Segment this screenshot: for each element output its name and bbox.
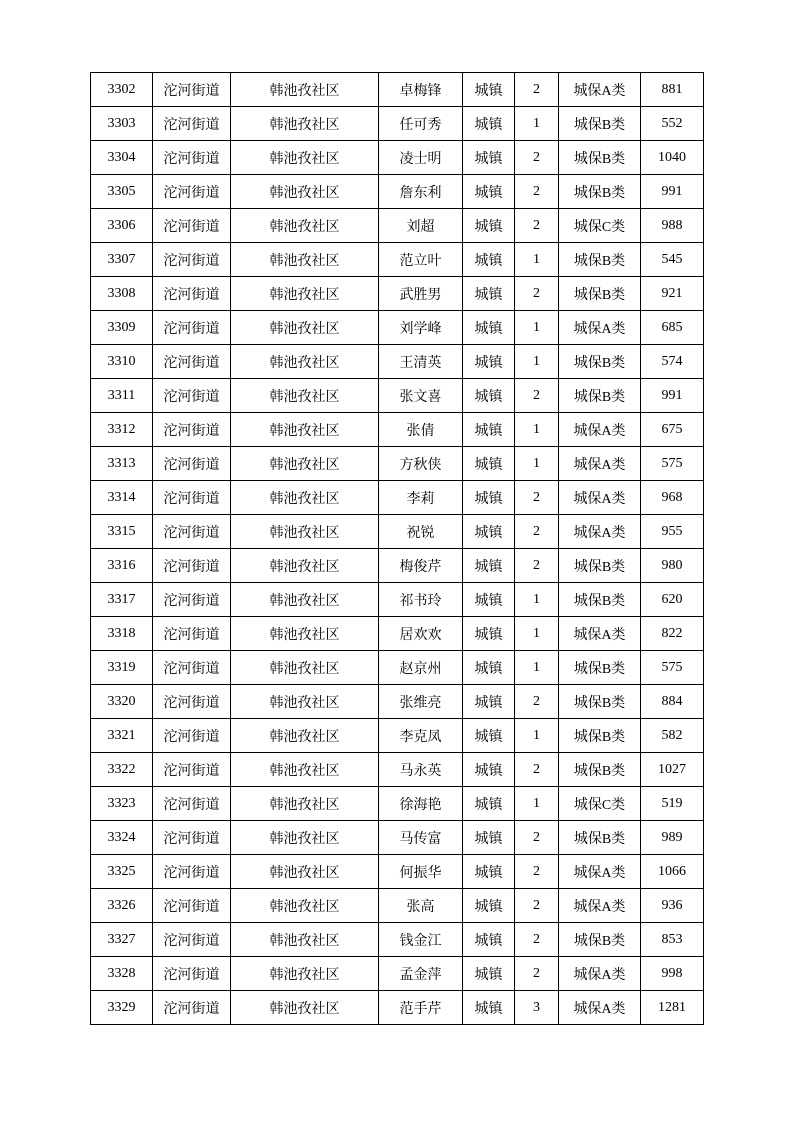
cell-benefit-category: 城保B类 <box>559 345 641 379</box>
table-row <box>91 583 704 617</box>
cell-household-type: 城镇 <box>463 345 515 379</box>
cell-serial: 3326 <box>91 889 153 923</box>
cell-person-count: 3 <box>515 991 559 1025</box>
cell-amount: 881 <box>641 73 704 107</box>
cell-person-count: 2 <box>515 549 559 583</box>
cell-amount: 575 <box>641 447 704 481</box>
beneficiary-table <box>90 72 704 1025</box>
cell-person-name: 范立叶 <box>379 243 463 277</box>
cell-serial: 3319 <box>91 651 153 685</box>
cell-community: 韩池孜社区 <box>231 481 379 515</box>
cell-person-name: 方秋侠 <box>379 447 463 481</box>
cell-benefit-category: 城保A类 <box>559 617 641 651</box>
cell-street: 沱河街道 <box>153 311 231 345</box>
cell-street: 沱河街道 <box>153 991 231 1025</box>
cell-serial: 3305 <box>91 175 153 209</box>
table-row <box>91 209 704 243</box>
cell-amount: 574 <box>641 345 704 379</box>
cell-household-type: 城镇 <box>463 515 515 549</box>
cell-street: 沱河街道 <box>153 583 231 617</box>
cell-household-type: 城镇 <box>463 107 515 141</box>
cell-benefit-category: 城保A类 <box>559 855 641 889</box>
cell-amount: 980 <box>641 549 704 583</box>
cell-benefit-category: 城保A类 <box>559 447 641 481</box>
cell-serial: 3329 <box>91 991 153 1025</box>
cell-benefit-category: 城保B类 <box>559 549 641 583</box>
cell-serial: 3306 <box>91 209 153 243</box>
cell-household-type: 城镇 <box>463 311 515 345</box>
cell-community: 韩池孜社区 <box>231 685 379 719</box>
cell-amount: 989 <box>641 821 704 855</box>
cell-person-count: 2 <box>515 889 559 923</box>
cell-amount: 685 <box>641 311 704 345</box>
cell-benefit-category: 城保B类 <box>559 821 641 855</box>
cell-amount: 1040 <box>641 141 704 175</box>
cell-person-name: 卓梅锋 <box>379 73 463 107</box>
cell-community: 韩池孜社区 <box>231 719 379 753</box>
cell-amount: 822 <box>641 617 704 651</box>
table-row <box>91 277 704 311</box>
cell-amount: 1066 <box>641 855 704 889</box>
table-row <box>91 481 704 515</box>
cell-amount: 936 <box>641 889 704 923</box>
cell-person-count: 1 <box>515 651 559 685</box>
cell-benefit-category: 城保A类 <box>559 311 641 345</box>
cell-community: 韩池孜社区 <box>231 447 379 481</box>
cell-amount: 991 <box>641 379 704 413</box>
cell-serial: 3323 <box>91 787 153 821</box>
cell-person-name: 张文喜 <box>379 379 463 413</box>
cell-person-count: 2 <box>515 175 559 209</box>
cell-serial: 3307 <box>91 243 153 277</box>
cell-street: 沱河街道 <box>153 923 231 957</box>
cell-community: 韩池孜社区 <box>231 209 379 243</box>
cell-amount: 853 <box>641 923 704 957</box>
cell-street: 沱河街道 <box>153 379 231 413</box>
cell-household-type: 城镇 <box>463 549 515 583</box>
cell-benefit-category: 城保B类 <box>559 685 641 719</box>
cell-benefit-category: 城保A类 <box>559 991 641 1025</box>
cell-household-type: 城镇 <box>463 787 515 821</box>
table-row <box>91 719 704 753</box>
cell-community: 韩池孜社区 <box>231 753 379 787</box>
cell-person-name: 刘学峰 <box>379 311 463 345</box>
cell-person-count: 1 <box>515 107 559 141</box>
cell-serial: 3310 <box>91 345 153 379</box>
cell-community: 韩池孜社区 <box>231 175 379 209</box>
cell-person-name: 凌士明 <box>379 141 463 175</box>
cell-benefit-category: 城保A类 <box>559 515 641 549</box>
cell-person-count: 2 <box>515 685 559 719</box>
cell-amount: 575 <box>641 651 704 685</box>
table-row <box>91 549 704 583</box>
cell-street: 沱河街道 <box>153 413 231 447</box>
cell-street: 沱河街道 <box>153 481 231 515</box>
cell-person-name: 李克凤 <box>379 719 463 753</box>
table-row <box>91 821 704 855</box>
cell-serial: 3325 <box>91 855 153 889</box>
cell-community: 韩池孜社区 <box>231 311 379 345</box>
cell-community: 韩池孜社区 <box>231 821 379 855</box>
cell-person-name: 刘超 <box>379 209 463 243</box>
cell-amount: 1281 <box>641 991 704 1025</box>
cell-street: 沱河街道 <box>153 719 231 753</box>
cell-person-count: 2 <box>515 379 559 413</box>
cell-community: 韩池孜社区 <box>231 141 379 175</box>
cell-person-count: 2 <box>515 821 559 855</box>
cell-household-type: 城镇 <box>463 719 515 753</box>
cell-household-type: 城镇 <box>463 889 515 923</box>
cell-community: 韩池孜社区 <box>231 73 379 107</box>
table-row <box>91 889 704 923</box>
cell-serial: 3320 <box>91 685 153 719</box>
cell-serial: 3304 <box>91 141 153 175</box>
cell-person-count: 1 <box>515 719 559 753</box>
cell-person-count: 2 <box>515 515 559 549</box>
cell-person-name: 孟金萍 <box>379 957 463 991</box>
cell-benefit-category: 城保B类 <box>559 243 641 277</box>
cell-serial: 3309 <box>91 311 153 345</box>
table-row <box>91 651 704 685</box>
table-row <box>91 107 704 141</box>
table-row <box>91 141 704 175</box>
cell-person-count: 2 <box>515 209 559 243</box>
cell-amount: 998 <box>641 957 704 991</box>
cell-household-type: 城镇 <box>463 821 515 855</box>
cell-person-name: 马永英 <box>379 753 463 787</box>
cell-household-type: 城镇 <box>463 209 515 243</box>
cell-benefit-category: 城保A类 <box>559 73 641 107</box>
cell-amount: 675 <box>641 413 704 447</box>
cell-person-name: 马传富 <box>379 821 463 855</box>
cell-street: 沱河街道 <box>153 447 231 481</box>
cell-person-name: 何振华 <box>379 855 463 889</box>
cell-household-type: 城镇 <box>463 923 515 957</box>
cell-serial: 3327 <box>91 923 153 957</box>
cell-person-name: 武胜男 <box>379 277 463 311</box>
cell-benefit-category: 城保A类 <box>559 889 641 923</box>
cell-household-type: 城镇 <box>463 379 515 413</box>
cell-benefit-category: 城保B类 <box>559 719 641 753</box>
cell-community: 韩池孜社区 <box>231 277 379 311</box>
cell-street: 沱河街道 <box>153 651 231 685</box>
cell-household-type: 城镇 <box>463 957 515 991</box>
cell-street: 沱河街道 <box>153 889 231 923</box>
cell-household-type: 城镇 <box>463 175 515 209</box>
cell-amount: 582 <box>641 719 704 753</box>
cell-person-name: 祝锐 <box>379 515 463 549</box>
cell-person-name: 任可秀 <box>379 107 463 141</box>
table-row <box>91 175 704 209</box>
cell-household-type: 城镇 <box>463 991 515 1025</box>
cell-community: 韩池孜社区 <box>231 855 379 889</box>
cell-person-name: 赵京州 <box>379 651 463 685</box>
cell-serial: 3318 <box>91 617 153 651</box>
cell-serial: 3315 <box>91 515 153 549</box>
cell-street: 沱河街道 <box>153 243 231 277</box>
cell-household-type: 城镇 <box>463 447 515 481</box>
cell-person-name: 张维亮 <box>379 685 463 719</box>
cell-person-name: 张高 <box>379 889 463 923</box>
cell-community: 韩池孜社区 <box>231 991 379 1025</box>
cell-amount: 955 <box>641 515 704 549</box>
cell-benefit-category: 城保A类 <box>559 481 641 515</box>
cell-amount: 968 <box>641 481 704 515</box>
cell-person-count: 1 <box>515 583 559 617</box>
cell-serial: 3312 <box>91 413 153 447</box>
cell-community: 韩池孜社区 <box>231 243 379 277</box>
cell-household-type: 城镇 <box>463 243 515 277</box>
cell-person-name: 张倩 <box>379 413 463 447</box>
cell-serial: 3316 <box>91 549 153 583</box>
cell-street: 沱河街道 <box>153 957 231 991</box>
cell-street: 沱河街道 <box>153 549 231 583</box>
cell-benefit-category: 城保B类 <box>559 175 641 209</box>
cell-person-count: 2 <box>515 957 559 991</box>
cell-household-type: 城镇 <box>463 651 515 685</box>
cell-person-count: 2 <box>515 753 559 787</box>
cell-benefit-category: 城保B类 <box>559 753 641 787</box>
cell-benefit-category: 城保A类 <box>559 957 641 991</box>
cell-amount: 620 <box>641 583 704 617</box>
cell-amount: 552 <box>641 107 704 141</box>
table-row <box>91 515 704 549</box>
cell-benefit-category: 城保C类 <box>559 209 641 243</box>
cell-amount: 1027 <box>641 753 704 787</box>
cell-person-name: 梅俊芹 <box>379 549 463 583</box>
cell-serial: 3324 <box>91 821 153 855</box>
cell-benefit-category: 城保B类 <box>559 583 641 617</box>
cell-household-type: 城镇 <box>463 277 515 311</box>
cell-community: 韩池孜社区 <box>231 515 379 549</box>
cell-person-count: 2 <box>515 277 559 311</box>
cell-community: 韩池孜社区 <box>231 413 379 447</box>
cell-person-count: 1 <box>515 311 559 345</box>
cell-person-count: 2 <box>515 481 559 515</box>
table-row <box>91 855 704 889</box>
cell-serial: 3321 <box>91 719 153 753</box>
cell-street: 沱河街道 <box>153 141 231 175</box>
cell-amount: 884 <box>641 685 704 719</box>
cell-serial: 3302 <box>91 73 153 107</box>
cell-serial: 3303 <box>91 107 153 141</box>
cell-benefit-category: 城保B类 <box>559 379 641 413</box>
cell-benefit-category: 城保C类 <box>559 787 641 821</box>
cell-person-count: 1 <box>515 413 559 447</box>
cell-person-count: 2 <box>515 73 559 107</box>
table-row <box>91 787 704 821</box>
cell-community: 韩池孜社区 <box>231 107 379 141</box>
cell-serial: 3317 <box>91 583 153 617</box>
cell-street: 沱河街道 <box>153 277 231 311</box>
cell-community: 韩池孜社区 <box>231 617 379 651</box>
cell-community: 韩池孜社区 <box>231 549 379 583</box>
cell-amount: 519 <box>641 787 704 821</box>
cell-community: 韩池孜社区 <box>231 957 379 991</box>
cell-person-name: 钱金江 <box>379 923 463 957</box>
cell-street: 沱河街道 <box>153 685 231 719</box>
cell-street: 沱河街道 <box>153 617 231 651</box>
cell-household-type: 城镇 <box>463 685 515 719</box>
table-row <box>91 243 704 277</box>
cell-person-count: 2 <box>515 141 559 175</box>
cell-serial: 3311 <box>91 379 153 413</box>
cell-benefit-category: 城保B类 <box>559 107 641 141</box>
cell-person-name: 范手芹 <box>379 991 463 1025</box>
cell-serial: 3314 <box>91 481 153 515</box>
table-row <box>91 685 704 719</box>
cell-serial: 3328 <box>91 957 153 991</box>
table-body <box>91 73 704 1025</box>
cell-street: 沱河街道 <box>153 753 231 787</box>
cell-street: 沱河街道 <box>153 821 231 855</box>
table-row <box>91 379 704 413</box>
cell-person-count: 1 <box>515 243 559 277</box>
cell-person-count: 2 <box>515 855 559 889</box>
cell-street: 沱河街道 <box>153 107 231 141</box>
cell-street: 沱河街道 <box>153 209 231 243</box>
cell-person-count: 1 <box>515 787 559 821</box>
cell-street: 沱河街道 <box>153 515 231 549</box>
cell-person-name: 王清英 <box>379 345 463 379</box>
cell-household-type: 城镇 <box>463 617 515 651</box>
cell-community: 韩池孜社区 <box>231 379 379 413</box>
cell-household-type: 城镇 <box>463 413 515 447</box>
cell-person-count: 1 <box>515 617 559 651</box>
cell-household-type: 城镇 <box>463 753 515 787</box>
table-row <box>91 991 704 1025</box>
cell-street: 沱河街道 <box>153 73 231 107</box>
cell-benefit-category: 城保B类 <box>559 277 641 311</box>
table-row <box>91 617 704 651</box>
table-row <box>91 73 704 107</box>
cell-person-name: 居欢欢 <box>379 617 463 651</box>
cell-serial: 3322 <box>91 753 153 787</box>
cell-amount: 991 <box>641 175 704 209</box>
cell-amount: 988 <box>641 209 704 243</box>
cell-benefit-category: 城保B类 <box>559 651 641 685</box>
cell-community: 韩池孜社区 <box>231 787 379 821</box>
cell-community: 韩池孜社区 <box>231 923 379 957</box>
cell-community: 韩池孜社区 <box>231 889 379 923</box>
cell-household-type: 城镇 <box>463 481 515 515</box>
table-row <box>91 957 704 991</box>
cell-person-name: 李莉 <box>379 481 463 515</box>
table-row <box>91 311 704 345</box>
table-row <box>91 753 704 787</box>
cell-person-name: 祁书玲 <box>379 583 463 617</box>
cell-benefit-category: 城保B类 <box>559 141 641 175</box>
cell-street: 沱河街道 <box>153 175 231 209</box>
cell-amount: 545 <box>641 243 704 277</box>
cell-household-type: 城镇 <box>463 73 515 107</box>
cell-household-type: 城镇 <box>463 855 515 889</box>
cell-amount: 921 <box>641 277 704 311</box>
cell-street: 沱河街道 <box>153 855 231 889</box>
table-row <box>91 923 704 957</box>
cell-serial: 3308 <box>91 277 153 311</box>
table-row <box>91 413 704 447</box>
table-row <box>91 345 704 379</box>
table-container <box>90 72 703 1025</box>
cell-person-count: 1 <box>515 345 559 379</box>
cell-benefit-category: 城保A类 <box>559 413 641 447</box>
cell-community: 韩池孜社区 <box>231 651 379 685</box>
cell-benefit-category: 城保B类 <box>559 923 641 957</box>
cell-household-type: 城镇 <box>463 141 515 175</box>
cell-person-name: 徐海艳 <box>379 787 463 821</box>
cell-person-count: 2 <box>515 923 559 957</box>
cell-household-type: 城镇 <box>463 583 515 617</box>
cell-street: 沱河街道 <box>153 345 231 379</box>
cell-street: 沱河街道 <box>153 787 231 821</box>
cell-community: 韩池孜社区 <box>231 345 379 379</box>
cell-person-name: 詹东利 <box>379 175 463 209</box>
cell-person-count: 1 <box>515 447 559 481</box>
table-row <box>91 447 704 481</box>
cell-community: 韩池孜社区 <box>231 583 379 617</box>
cell-serial: 3313 <box>91 447 153 481</box>
